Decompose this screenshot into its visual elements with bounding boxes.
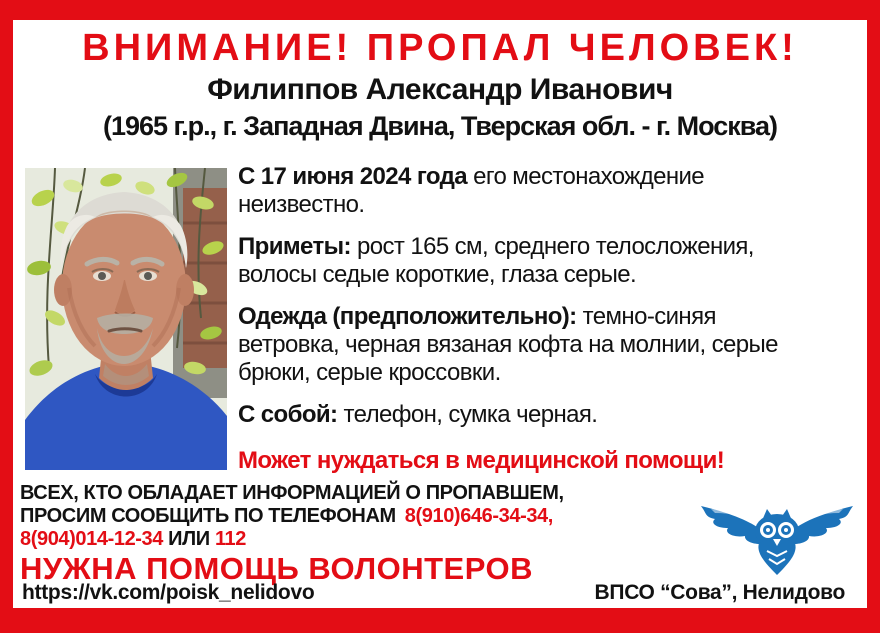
- contact-line-2: ПРОСИМ СООБЩИТЬ ПО ТЕЛЕФОНАМ 8(910)646-34-34,: [20, 505, 553, 527]
- missing-person-photo: [25, 168, 227, 470]
- attention-title: ВНИМАНИЕ! ПРОПАЛ ЧЕЛОВЕК!: [82, 27, 798, 69]
- missing-person-name: Филиппов Александр Иванович: [207, 73, 673, 106]
- owl-logo-icon: [697, 501, 857, 577]
- poster-content-panel: [13, 20, 867, 608]
- medical-warning: Может нуждаться в медицинской помощи!: [238, 447, 725, 474]
- vk-group-url: https://vk.com/poisk_nelidovo: [22, 581, 315, 604]
- detail-belongings: С собой: телефон, сумка черная.: [238, 401, 598, 428]
- contact-line-1: ВСЕХ, КТО ОБЛАДАЕТ ИНФОРМАЦИЕЙ О ПРОПАВШЕМ,: [20, 482, 564, 504]
- contact-info: [20, 482, 720, 551]
- birth-and-location-line: (1965 г.р., г. Западная Двина, Тверская обл. - г. Москва): [103, 111, 777, 141]
- detail-appearance: Приметы: рост 165 см, среднего телосложения, волосы седые короткие, глаза серые.: [238, 233, 754, 288]
- contact-line-3: 8(904)014-12-34 ИЛИ 112: [20, 528, 247, 550]
- search-org-name: ВПСО “Сова”, Нелидово: [594, 581, 845, 604]
- detail-clothing: Одежда (предположительно): темно-синяя ветровка, черная вязаная кофта на молнии, серые брюки, серые кроссовки.: [238, 303, 778, 386]
- detail-missing-since: С 17 июня 2024 года его местонахождение неизвестно.: [238, 163, 705, 218]
- emergency-number: 112: [214, 528, 247, 550]
- description-column: [238, 163, 810, 489]
- phone-number-1: 8(910)646-34-34,: [404, 505, 553, 527]
- phone-number-2: 8(904)014-12-34: [20, 528, 163, 550]
- volunteers-headline: НУЖНА ПОМОЩЬ ВОЛОНТЕРОВ: [20, 551, 533, 586]
